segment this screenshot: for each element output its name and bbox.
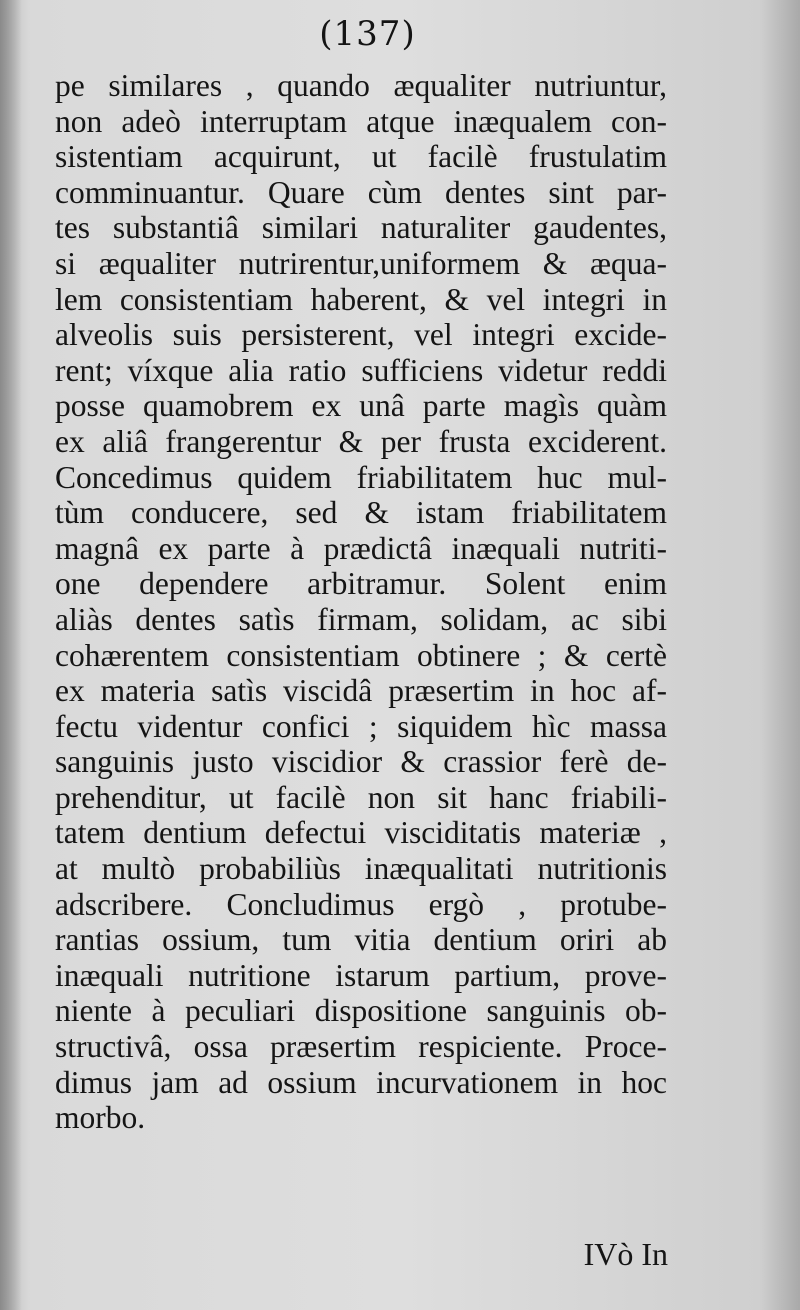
text-line: tùm conducere, sed & istam friabilitatem bbox=[55, 495, 667, 531]
text-line: lem consistentiam haberent, & vel integri in bbox=[55, 281, 667, 317]
text-line: aliàs dentes satìs firmam, solidam, ac sibi bbox=[55, 601, 667, 637]
text-line: Concedimus quidem friabilitatem huc mul- bbox=[55, 459, 667, 495]
text-line: sistentiam acquirunt, ut facilè frustulatim bbox=[55, 139, 667, 175]
text-line: magnâ ex parte à prædictâ inæquali nutriti- bbox=[55, 530, 667, 566]
text-line: dimus jam ad ossium incurvationem in hoc bbox=[55, 1064, 667, 1100]
text-line: ex aliâ frangerentur & per frusta exciderent. bbox=[55, 423, 667, 459]
text-line: one dependere arbitramur. Solent enim bbox=[55, 566, 667, 602]
text-line: morbo. bbox=[55, 1100, 146, 1136]
catchword: IVò In bbox=[583, 1236, 668, 1272]
text-line: at multò probabiliùs inæqualitati nutritionis bbox=[55, 851, 667, 887]
text-line: si æqualiter nutrirentur,uniformem & æqua- bbox=[55, 245, 667, 281]
body-text bbox=[55, 68, 667, 1136]
text-line: fectu videntur confici ; siquidem hìc massa bbox=[55, 708, 667, 744]
text-line: cohærentem consistentiam obtinere ; & certè bbox=[55, 637, 667, 673]
text-line: alveolis suis persisterent, vel integri excide- bbox=[55, 317, 667, 353]
spine-shadow bbox=[0, 0, 22, 1310]
text-line: tes substantiâ similari naturaliter gaudentes, bbox=[55, 210, 667, 246]
text-line: comminuantur. Quare cùm dentes sint par- bbox=[55, 174, 667, 210]
text-line: prehenditur, ut facilè non sit hanc friabili- bbox=[55, 779, 667, 815]
text-line: ex materia satìs viscidâ præsertim in hoc af- bbox=[55, 673, 667, 709]
text-line: adscribere. Concludimus ergò , protube- bbox=[55, 886, 667, 922]
text-line: tatem dentium defectui visciditatis materiæ , bbox=[55, 815, 667, 851]
text-line: rent; víxque alia ratio sufficiens videtur reddi bbox=[55, 352, 667, 388]
text-line: niente à peculiari dispositione sanguinis ob- bbox=[55, 993, 667, 1029]
text-line: non adeò interruptam atque inæqualem con- bbox=[55, 103, 667, 139]
text-line: pe similares , quando æqualiter nutriuntur, bbox=[55, 68, 667, 103]
page-number: (137) bbox=[319, 14, 416, 54]
text-line: sanguinis justo viscidior & crassior ferè de- bbox=[55, 744, 667, 780]
text-line: structivâ, ossa præsertim respiciente. Proce- bbox=[55, 1029, 667, 1065]
text-line: rantias ossium, tum vitia dentium oriri ab bbox=[55, 922, 667, 958]
text-line: posse quamobrem ex unâ parte magìs quàm bbox=[55, 388, 667, 424]
text-line: inæquali nutritione istarum partium, prove- bbox=[55, 957, 667, 993]
